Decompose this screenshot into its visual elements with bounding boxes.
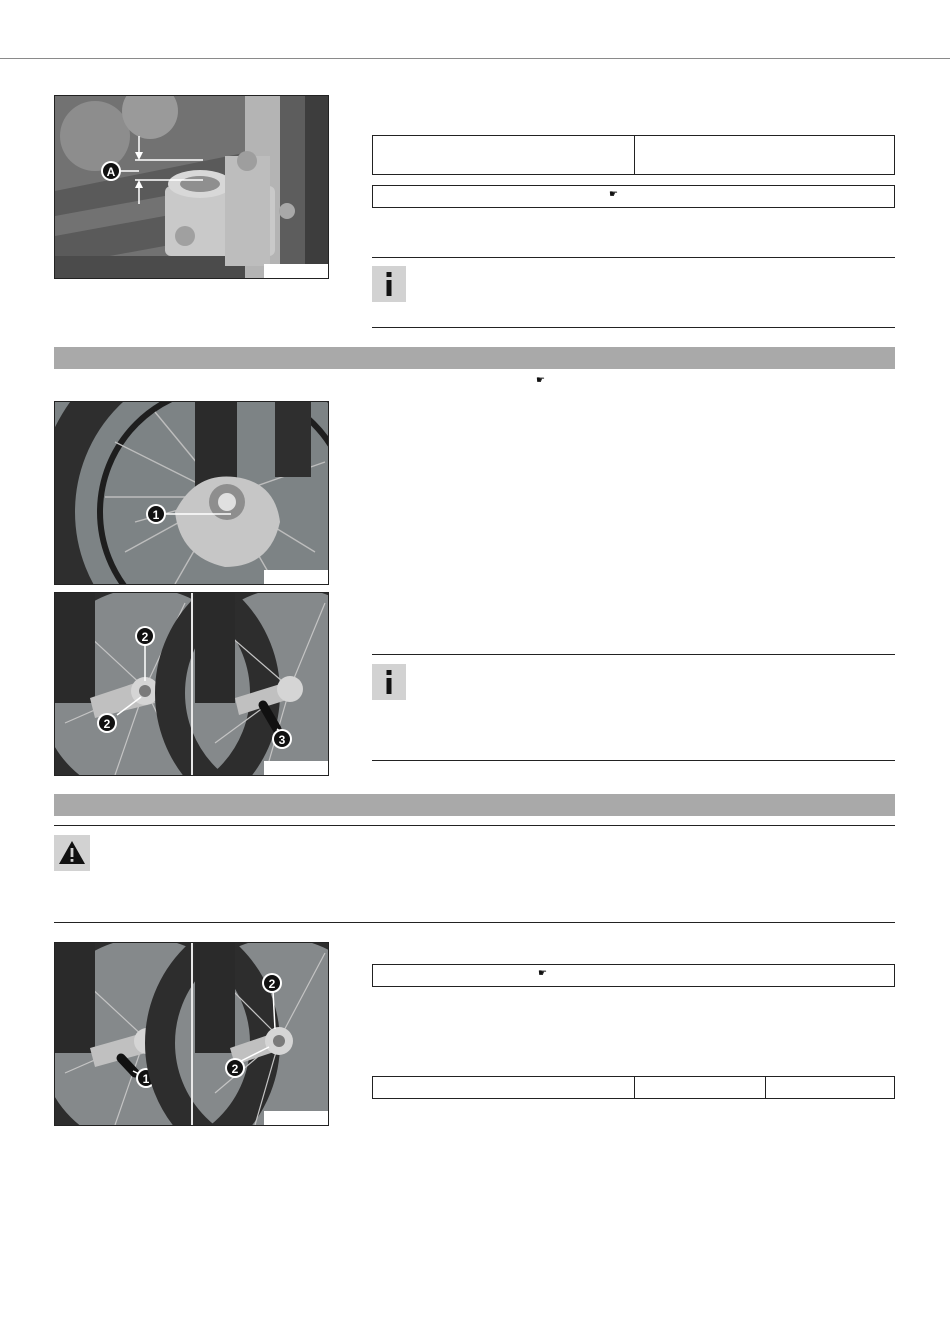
callout-label: 2 bbox=[141, 630, 149, 644]
spec-table-gap bbox=[372, 135, 895, 175]
table-divider bbox=[634, 1077, 635, 1098]
torque-spec-table bbox=[372, 1076, 895, 1099]
info-rule-top bbox=[372, 257, 895, 258]
table-divider bbox=[765, 1077, 766, 1098]
information-icon bbox=[372, 664, 406, 700]
image-split-line bbox=[191, 593, 193, 775]
callout-label: 2 bbox=[103, 717, 111, 731]
table-divider bbox=[634, 136, 635, 174]
callout-label: 1 bbox=[142, 1072, 150, 1086]
figure-code-tag bbox=[264, 264, 328, 278]
pointing-hand-icon: ☛ bbox=[538, 968, 547, 979]
figure-front-wheel-axle bbox=[54, 401, 329, 585]
figure-axle-clamp-removal bbox=[54, 592, 329, 776]
section-heading-band bbox=[54, 347, 895, 369]
fork-clamp-photo bbox=[55, 96, 328, 278]
information-icon bbox=[372, 266, 406, 302]
callout-label: A bbox=[106, 165, 116, 179]
callout-label: 2 bbox=[268, 977, 276, 991]
header-rule bbox=[0, 58, 950, 59]
callout-label: 3 bbox=[278, 733, 286, 747]
figure-code-tag bbox=[264, 761, 328, 775]
section-heading-band bbox=[54, 794, 895, 816]
warning-rule-top bbox=[54, 825, 895, 826]
figure-code-tag bbox=[264, 1111, 328, 1125]
front-wheel-photo bbox=[55, 402, 328, 584]
info-rule-top bbox=[372, 654, 895, 655]
image-split-line bbox=[191, 943, 193, 1125]
callout-label: 1 bbox=[152, 508, 160, 522]
warning-rule-bottom bbox=[54, 922, 895, 923]
pointing-hand-icon: ☛ bbox=[536, 375, 545, 386]
figure-code-tag bbox=[264, 570, 328, 584]
reference-box bbox=[372, 964, 895, 987]
info-rule-bottom bbox=[372, 327, 895, 328]
reference-box bbox=[372, 185, 895, 208]
info-rule-bottom bbox=[372, 760, 895, 761]
callout-label: 2 bbox=[231, 1062, 239, 1076]
pointing-hand-icon: ☛ bbox=[609, 189, 618, 200]
warning-triangle-icon bbox=[54, 835, 90, 871]
figure-fork-clamp-gap bbox=[54, 95, 329, 279]
figure-axle-clamp-install bbox=[54, 942, 329, 1126]
